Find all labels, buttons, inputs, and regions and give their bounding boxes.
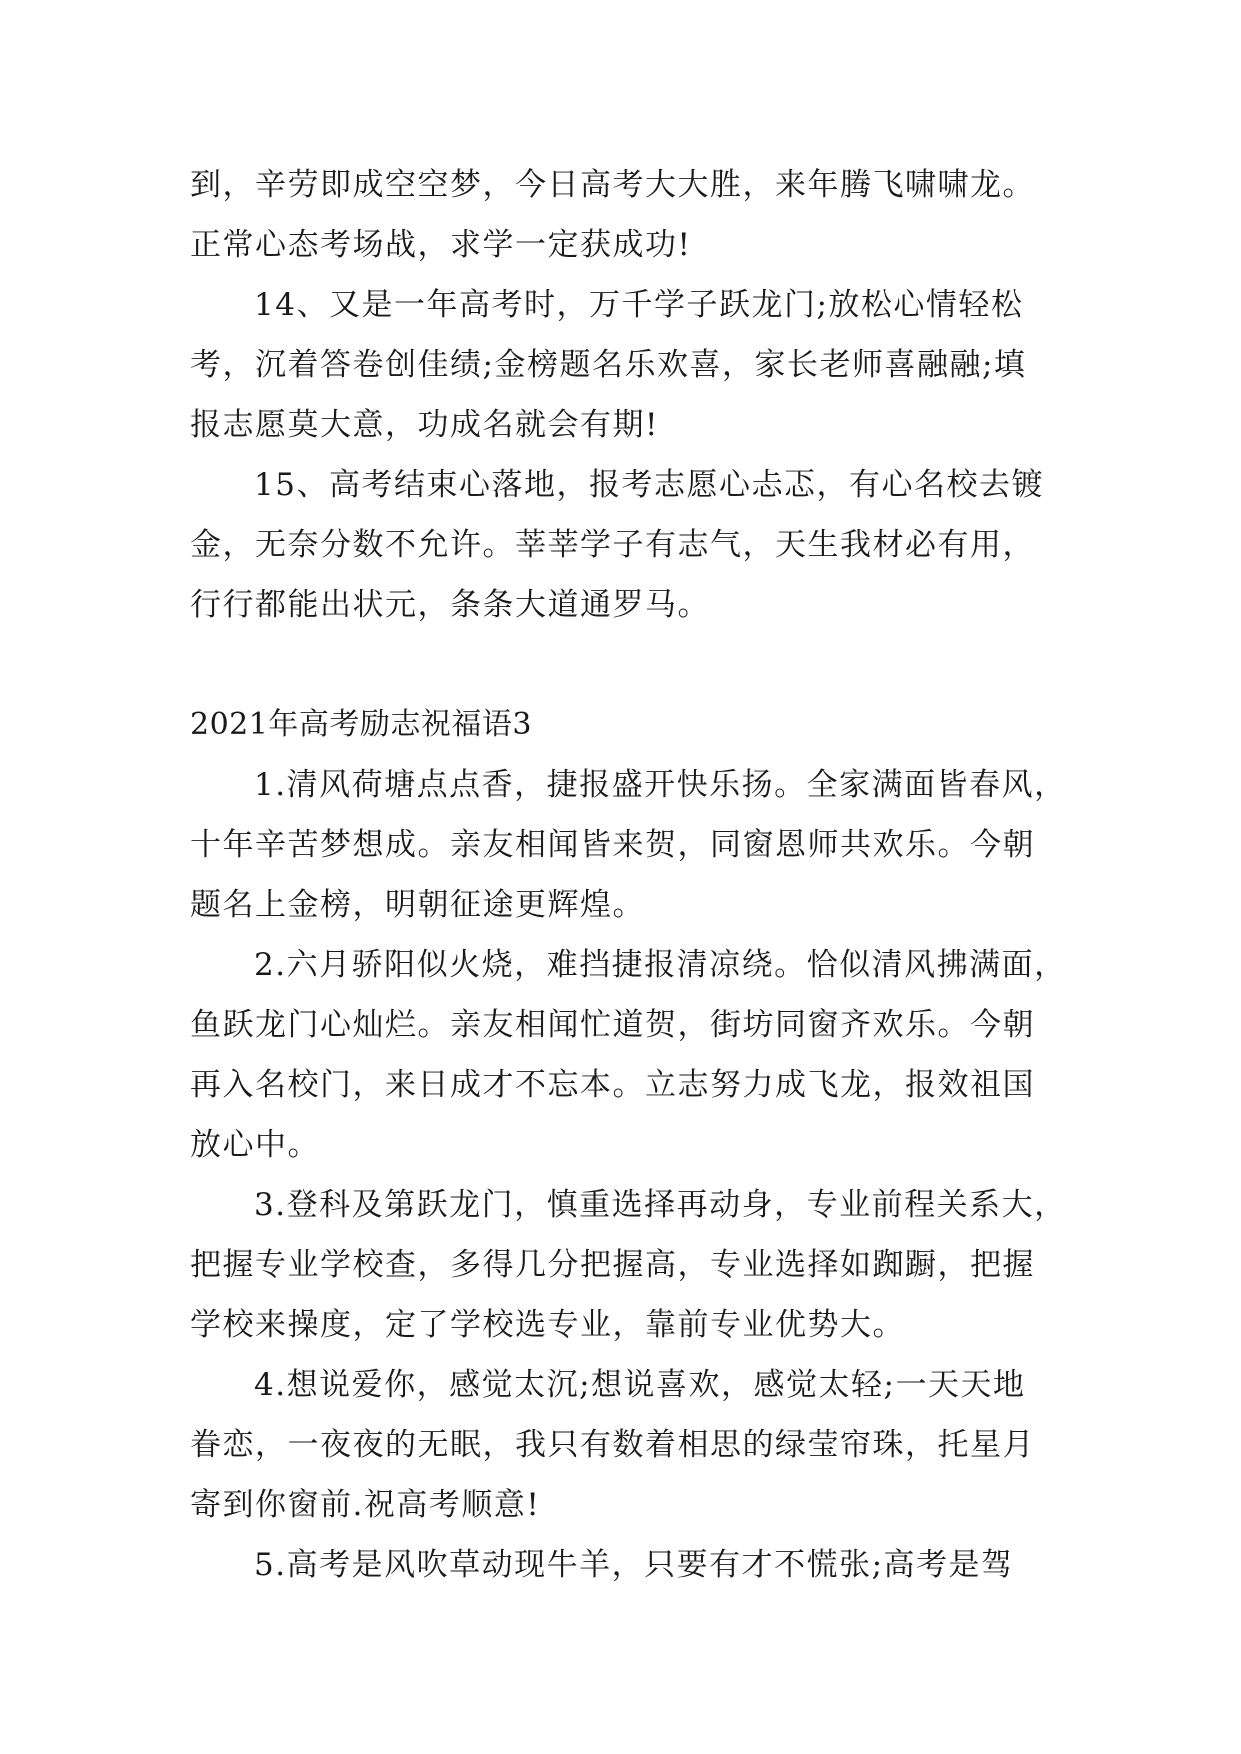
text-line: 学校来操度，定了学校选专业，靠前专业优势大。: [190, 1307, 905, 1343]
text-line: 正常心态考场战，求学一定获成功!: [190, 227, 692, 263]
item-4-start: 4.想说爱你，感觉太沉;想说喜欢，感觉太轻;一天天地: [254, 1367, 1026, 1403]
paragraph-15-start: 15、高考结束心落地，报考志愿心忐忑，有心名校去镀: [254, 467, 1044, 503]
text-line: 金，无奈分数不允许。莘莘学子有志气，天生我材必有用，: [190, 527, 1035, 563]
paragraph-14-start: 14、又是一年高考时，万千学子跃龙门;放松心情轻松: [254, 287, 1024, 323]
item-2-start: 2.六月骄阳似火烧，难挡捷报清凉绕。恰似清风拂满面，: [254, 947, 1067, 983]
item-3-start: 3.登科及第跃龙门，慎重选择再动身，专业前程关系大，: [254, 1187, 1067, 1223]
text-line: 再入名校门，来日成才不忘本。立志努力成飞龙，报效祖国: [190, 1067, 1035, 1103]
text-line: 放心中。: [190, 1127, 320, 1163]
text-line: 寄到你窗前.祝高考顺意!: [190, 1487, 541, 1523]
text-line: 把握专业学校查，多得几分把握高，专业选择如踟蹰，把握: [190, 1247, 1035, 1283]
item-5-start: 5.高考是风吹草动现牛羊，只要有才不慌张;高考是驾: [254, 1547, 1014, 1583]
text-line: 考，沉着答卷创佳绩;金榜题名乐欢喜，家长老师喜融融;填: [190, 347, 1027, 383]
item-1-start: 1.清风荷塘点点香，捷报盛开快乐扬。全家满面皆春风，: [254, 767, 1067, 803]
text-line: 十年辛苦梦想成。亲友相闻皆来贺，同窗恩师共欢乐。今朝: [190, 827, 1035, 863]
text-line: 题名上金榜，明朝征途更辉煌。: [190, 887, 645, 923]
text-line: 到，辛劳即成空空梦，今日高考大大胜，来年腾飞啸啸龙。: [190, 167, 1035, 203]
text-line: 报志愿莫大意，功成名就会有期!: [190, 407, 659, 443]
text-line: 鱼跃龙门心灿烂。亲友相闻忙道贺，街坊同窗齐欢乐。今朝: [190, 1007, 1035, 1043]
text-line: 眷恋，一夜夜的无眠，我只有数着相思的绿莹帘珠，托星月: [190, 1427, 1035, 1463]
text-line: 行行都能出状元，条条大道通罗马。: [190, 587, 710, 623]
section-heading: 2021年高考励志祝福语3: [190, 707, 532, 742]
